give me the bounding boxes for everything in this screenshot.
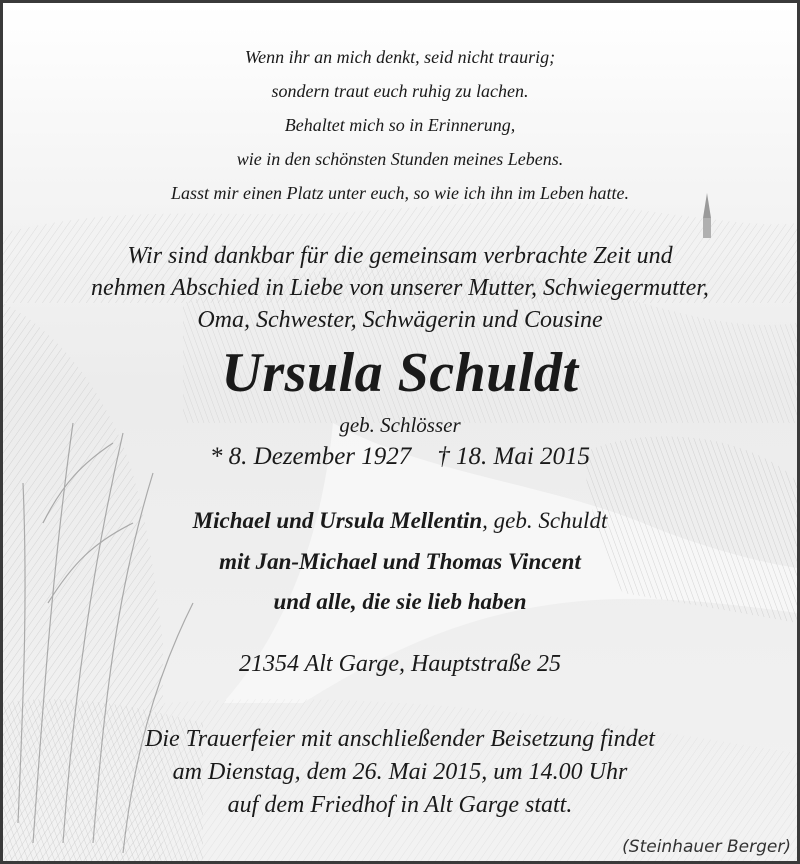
family-line: mit Jan-Michael und Thomas Vincent bbox=[219, 549, 581, 574]
life-dates bbox=[3, 443, 797, 471]
family-maiden: , geb. Schuldt bbox=[482, 508, 608, 533]
deceased-name: Ursula Schuldt bbox=[221, 342, 579, 404]
address: 21354 Alt Garge, Hauptstraße 25 bbox=[239, 651, 561, 677]
intro-line: Oma, Schwester, Schwägerin und Cousine bbox=[197, 307, 603, 333]
family-line bbox=[3, 508, 797, 534]
death-date: † 18. Mai 2015 bbox=[437, 443, 591, 470]
poem-line: sondern traut euch ruhig zu lachen. bbox=[271, 81, 529, 101]
stonemason-signature: (Steinhauer Berger) bbox=[622, 837, 791, 857]
poem-line: Wenn ihr an mich denkt, seid nicht traurig; bbox=[244, 47, 556, 67]
poem-line: Behaltet mich so in Erinnerung, bbox=[284, 115, 516, 135]
funeral-line: Die Trauerfeier mit anschließender Beisetzung findet bbox=[145, 726, 655, 752]
poem-line: Lasst mir einen Platz unter euch, so wie ich ihn im Leben hatte. bbox=[171, 183, 629, 203]
funeral-line: auf dem Friedhof in Alt Garge statt. bbox=[227, 792, 573, 818]
obituary-text bbox=[3, 3, 797, 861]
funeral-line: am Dienstag, dem 26. Mai 2015, um 14.00 Uhr bbox=[172, 759, 628, 785]
intro-line: nehmen Abschied in Liebe von unserer Mutter, Schwiegermutter, bbox=[91, 275, 709, 301]
intro-line: Wir sind dankbar für die gemeinsam verbrachte Zeit und bbox=[127, 243, 673, 269]
maiden-name: geb. Schlösser bbox=[339, 413, 461, 437]
poem-line: wie in den schönsten Stunden meines Lebens. bbox=[236, 149, 564, 169]
family-line: und alle, die sie lieb haben bbox=[273, 589, 527, 614]
birth-date: * 8. Dezember 1927 bbox=[209, 443, 412, 470]
family-names: Michael und Ursula Mellentin bbox=[192, 508, 483, 533]
